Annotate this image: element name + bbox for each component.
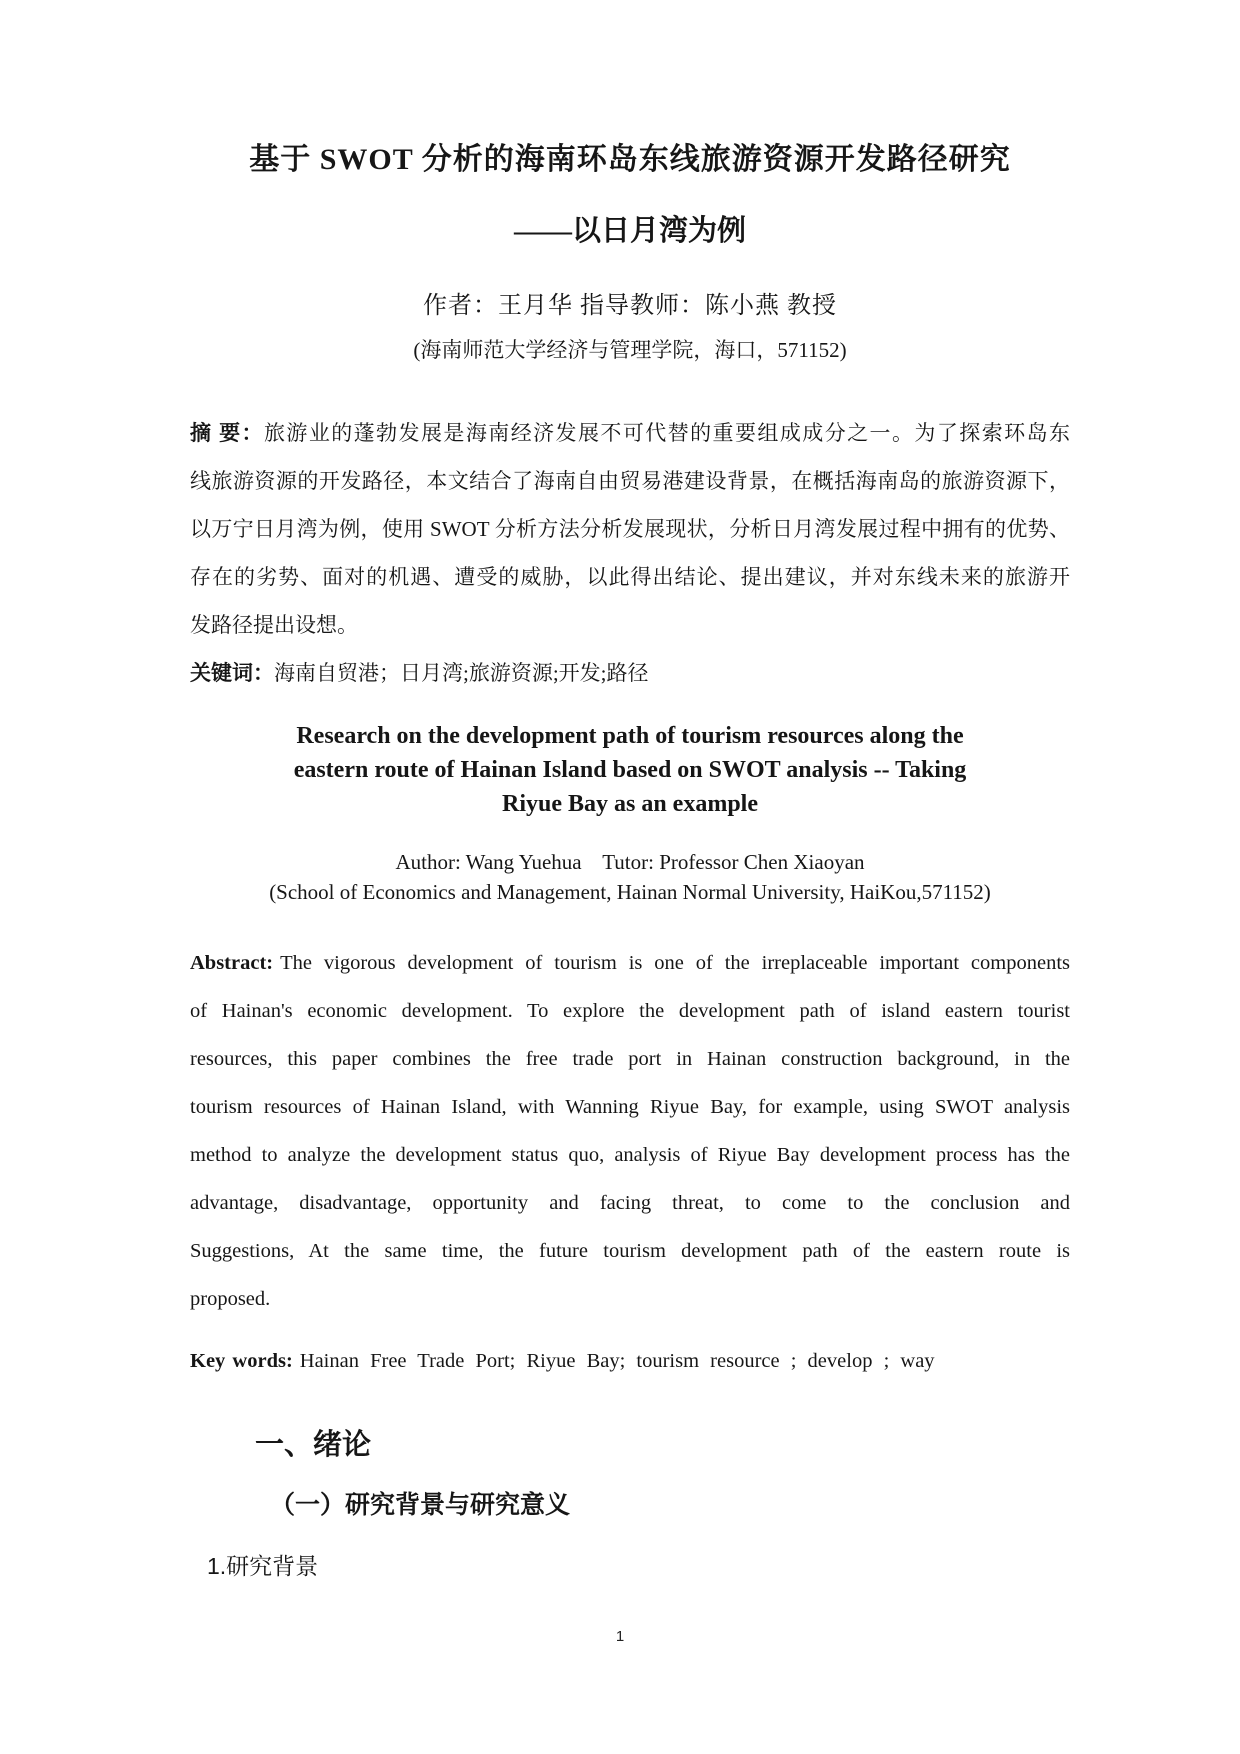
abstract-cn <box>190 409 1070 697</box>
abstract-en-line: of Hainan's economic development. To explore the development path of island eastern tourist <box>190 1000 1070 1022</box>
keywords-en-text: Hainan Free Trade Port; Riyue Bay; tourism resource ; develop ; way <box>299 1350 935 1372</box>
author-line-cn: 作者：王月华 指导教师：陈小燕 教授 <box>423 293 837 319</box>
abstract-cn-line: 线旅游资源的开发路径，本文结合了海南自由贸易港建设背景，在概括海南岛的旅游资源下， <box>190 469 1070 493</box>
abstract-cn-text: 旅游业的蓬勃发展是海南经济发展不可代替的重要组成成分之一。为了探索环岛东 <box>263 421 1070 445</box>
abstract-cn-line: 以万宁日月湾为例，使用 SWOT 分析方法分析发展现状，分析日月湾发展过程中拥有的优势、 <box>190 517 1070 541</box>
paper-title-cn-line1: 基于 SWOT 分析的海南环岛东线旅游资源开发路径研究 <box>249 143 1011 176</box>
abstract-en-label: Abstract: <box>190 952 274 974</box>
abstract-en-line: advantage, disadvantage, opportunity and facing threat, to come to the conclusion and <box>190 1192 1070 1214</box>
abstract-en-line: Suggestions, At the same time, the future tourism development path of the eastern route is <box>190 1240 1070 1262</box>
paper-title-en-line: Riyue Bay as an example <box>501 791 758 817</box>
keywords-en <box>190 1341 1070 1381</box>
abstract-en-line: proposed. <box>190 1288 271 1310</box>
affiliation-cn: (海南师范大学经济与管理学院，海口，571152) <box>413 338 847 362</box>
abstract-en-text: The vigorous development of tourism is one of the irreplaceable important components <box>280 952 1070 974</box>
abstract-cn-line: 存在的劣势、面对的机遇、遭受的威胁，以此得出结论、提出建议，并对东线未来的旅游开 <box>190 565 1070 589</box>
abstract-en-line: resources, this paper combines the free trade port in Hainan construction background, in the <box>190 1048 1070 1070</box>
author-line-en: Author: Wang Yuehua Tutor: Professor Chen Xiaoyan <box>395 850 865 874</box>
paper-title-en <box>190 719 1070 821</box>
paper-title-en-line: Research on the development path of tourism resources along the <box>296 723 964 749</box>
keywords-en-label: Key words: <box>190 1350 293 1372</box>
abstract-en <box>190 939 1070 1323</box>
keywords-cn-text: 海南自贸港；日月湾;旅游资源;开发;路径 <box>274 661 649 685</box>
abstract-en-line: method to analyze the development status quo, analysis of Riyue Bay development process has the <box>190 1144 1070 1166</box>
section-heading-1: 一、绪论 <box>255 1429 372 1461</box>
keywords-cn <box>190 649 1070 697</box>
abstract-cn-line <box>190 409 1070 457</box>
paper-title-cn-line2: ——以日月湾为例 <box>513 215 746 247</box>
section-heading-1-1-1: 1.研究背景 <box>207 1553 319 1579</box>
section-heading-1-1: （一）研究背景与研究意义 <box>270 1491 571 1519</box>
abstract-cn-label: 摘 要： <box>190 421 264 445</box>
page-number: 1 <box>615 1628 625 1645</box>
paper-title-en-line: eastern route of Hainan Island based on SWOT analysis -- Taking <box>293 757 967 783</box>
keywords-cn-label: 关键词： <box>190 661 274 685</box>
affiliation-en: (School of Economics and Management, Hainan Normal University, HaiKou,571152) <box>269 880 991 904</box>
abstract-cn-line: 发路径提出设想。 <box>190 613 358 637</box>
abstract-en-line <box>190 939 1070 987</box>
abstract-en-line: tourism resources of Hainan Island, with Wanning Riyue Bay, for example, using SWOT analysis <box>190 1096 1070 1118</box>
